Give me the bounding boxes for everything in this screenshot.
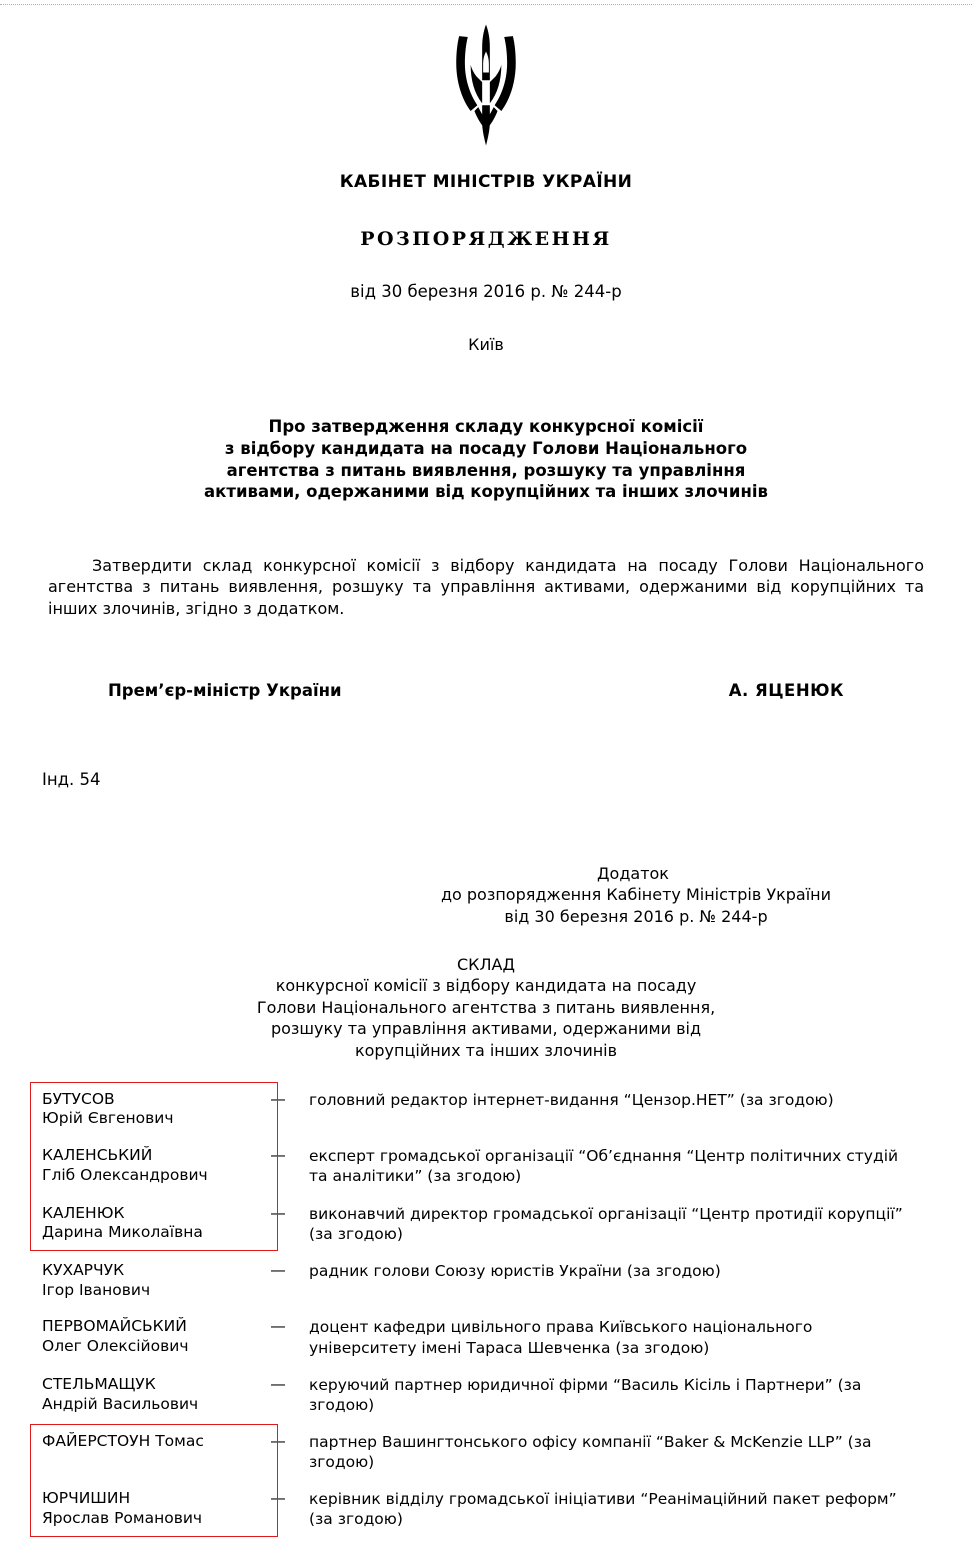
commission-member-row: [0, 1261, 972, 1301]
member-dash: —: [270, 1374, 286, 1393]
member-description: керуючий партнер юридичної фірми “Василь Кісіль і Партнери” (за згодою): [309, 1375, 862, 1414]
member-description: доцент кафедри цивільного права Київського національного університету імені Тараса Шевченка (за згодою): [309, 1318, 813, 1357]
signature-name: А. ЯЦЕНЮК: [728, 680, 844, 700]
member-dash: —: [270, 1146, 286, 1165]
member-dash: —: [270, 1260, 286, 1279]
document-body-text: Затвердити склад конкурсної комісії з відбору кандидата на посаду Голови Національного агентства з питань виявлення, розшуку та управління активами, одержаними від корупційних та інших злочинів, згідно з додатком.: [48, 556, 924, 618]
member-surname: ФАЙЕРСТОУН Томас: [42, 1432, 204, 1451]
member-dash: —: [270, 1089, 286, 1108]
member-given-name: Ярослав Романович: [42, 1509, 203, 1528]
member-dash: —: [270, 1432, 286, 1451]
member-description: експерт громадської організації “Об’єднання “Центр політичних студій та аналітики” (за згодою): [309, 1147, 899, 1186]
member-surname: ПЕРВОМАЙСЬКИЙ: [42, 1317, 187, 1336]
appendix-title-line-1: СКЛАД: [456, 954, 515, 974]
member-name: [42, 1489, 247, 1529]
appendix-title: [0, 954, 972, 1062]
member-surname: ЮРЧИШИН: [42, 1489, 131, 1508]
commission-member-row: [0, 1317, 972, 1357]
document-city: Київ: [468, 335, 504, 354]
appendix-header: [0, 863, 972, 928]
commission-member-row: [0, 1375, 972, 1415]
member-given-name: Ігор Іванович: [42, 1280, 151, 1299]
member-name: [42, 1432, 247, 1452]
emblem-container: [0, 0, 972, 154]
member-surname: КАЛЕНСЬКИЙ: [42, 1146, 153, 1165]
appendix-title-line-4: розшуку та управління активами, одержаними від: [270, 1019, 702, 1039]
member-name: [42, 1375, 247, 1415]
appendix-label: Додаток: [597, 863, 669, 883]
appendix-title-line-5: корупційних та інших злочинів: [354, 1041, 618, 1061]
commission-members-list: [0, 1090, 972, 1530]
subject-line-1: Про затвердження складу конкурсної комісії: [268, 417, 704, 436]
member-dash: —: [270, 1203, 286, 1222]
member-surname: СТЕЛЬМАЩУК: [42, 1374, 156, 1393]
member-surname: КАЛЕНЮК: [42, 1203, 125, 1222]
commission-member-row: [0, 1090, 972, 1130]
subject-line-3: агентства з питань виявлення, розшуку та управління: [226, 460, 746, 480]
member-given-name: Олег Олексійович: [42, 1337, 189, 1356]
member-dash: —: [270, 1317, 286, 1336]
member-name: [42, 1146, 247, 1186]
commission-member-row: [0, 1204, 972, 1244]
commission-member-row: [0, 1432, 972, 1472]
subject-line-4: активами, одержаними від корупційних та інших злочинів: [204, 482, 768, 502]
member-name: [42, 1261, 247, 1301]
page-top-divider: [0, 4, 972, 5]
appendix-title-line-2: конкурсної комісії з відбору кандидата на посаду: [275, 976, 697, 996]
signature-role: Прем’єр-міністр України: [108, 680, 342, 700]
member-given-name: Гліб Олександрович: [42, 1166, 208, 1185]
document-date-number: від 30 березня 2016 р. № 244-р: [350, 282, 622, 301]
document-subject: [0, 416, 972, 503]
ukraine-trident-emblem-icon: [438, 22, 534, 150]
organization-title: КАБІНЕТ МІНІСТРІВ УКРАЇНИ: [339, 172, 633, 192]
signature-block: [108, 681, 844, 700]
document-index: Інд. 54: [42, 769, 101, 789]
member-surname: КУХАРЧУК: [42, 1260, 125, 1279]
appendix-title-line-3: Голови Національного агентства з питань виявлення,: [256, 997, 716, 1017]
member-name: [42, 1090, 247, 1130]
appendix-reference: до розпорядження Кабінету Міністрів України: [440, 885, 832, 905]
member-description: головний редактор інтернет-видання “Цензор.НЕТ” (за згодою): [309, 1090, 834, 1109]
appendix-reference-date: від 30 березня 2016 р. № 244-р: [504, 907, 768, 927]
member-description: радник голови Союзу юристів України (за згодою): [309, 1261, 721, 1280]
document-type: РОЗПОРЯДЖЕННЯ: [360, 228, 612, 250]
member-surname: БУТУСОВ: [42, 1089, 115, 1108]
commission-member-row: [0, 1489, 972, 1529]
subject-line-2: з відбору кандидата на посаду Голови Національного: [224, 438, 748, 458]
member-dash: —: [270, 1489, 286, 1508]
commission-member-row: [0, 1146, 972, 1186]
member-description: виконавчий директор громадської організації “Центр протидії корупції” (за згодою): [309, 1204, 903, 1243]
member-description: керівник відділу громадської ініціативи “Реанімаційний пакет реформ” (за згодою): [309, 1490, 897, 1529]
member-given-name: Юрій Євгенович: [42, 1109, 174, 1128]
member-description: партнер Вашингтонського офісу компанії “Baker & McKenzie LLP” (за згодою): [309, 1433, 872, 1472]
member-name: [42, 1204, 247, 1244]
member-given-name: Дарина Миколаївна: [42, 1223, 203, 1242]
member-given-name: Андрій Васильович: [42, 1394, 199, 1413]
member-name: [42, 1317, 247, 1357]
